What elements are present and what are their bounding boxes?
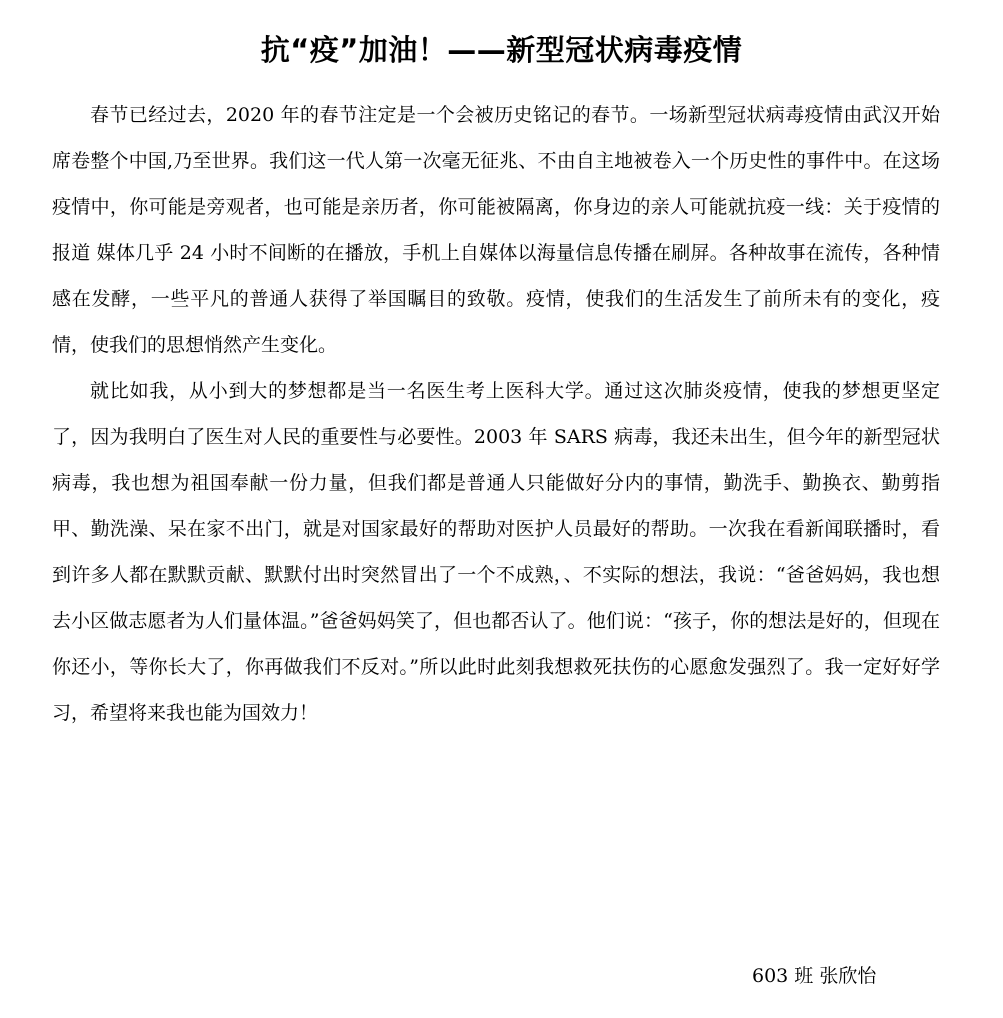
paragraph-2: 就比如我，从小到大的梦想都是当一名医生考上医科大学。通过这次肺炎疫情，使我的梦想更坚定了，因为我明白了医生对人民的重要性与必要性。2003 年 SARS 病毒，我还未出生，但今年的新型冠状病毒，我也想为祖国奉献一份力量，但我们都是普通人只能做好分内的事情，勤洗手、勤换衣、勤剪指甲、勤洗澡、呆在家不出门，就是对国家最好的帮助对医护人员最好的帮助。一次我在看新闻联播时，看到许多人都在默默贡献、默默付出时突然冒出了一个不成熟，、不实际的想法，我说：“爸爸妈妈，我也想去小区做志愿者为人们量体温。”爸爸妈妈笑了，但也都否认了。他们说：“孩子，你的想法是好的，但现在你还小，等你长大了，你再做我们不反对。”所以此时此刻我想救死扶伤的心愿愈发强烈了。我一定好好学习，希望将来我也能为国效力！ xyxy=(52,380,940,724)
paragraph-1: 春节已经过去，2020 年的春节注定是一个会被历史铭记的春节。一场新型冠状病毒疫情由武汉开始席卷整个中国,乃至世界。我们这一代人第一次毫无征兆、不由自主地被卷入一个历史性的事件中。在这场疫情中，你可能是旁观者，也可能是亲历者，你可能被隔离，你身边的亲人可能就抗疫一线：关于疫情的报道 媒体几乎 24 小时不间断的在播放，手机上自媒体以海量信息传播在刷屏。各种故事在流传，各种情感在发酵，一些平凡的普通人获得了举国瞩目的致敬。疫情，使我们的生活发生了前所未有的变化，疫情，使我们的思想悄然产生变化。 xyxy=(52,104,940,356)
document-body xyxy=(52,92,940,736)
document-title: 抗“疫”加油！——新型冠状病毒疫情 xyxy=(260,33,743,67)
author-signature: 603 班 张欣怡 xyxy=(752,965,877,987)
